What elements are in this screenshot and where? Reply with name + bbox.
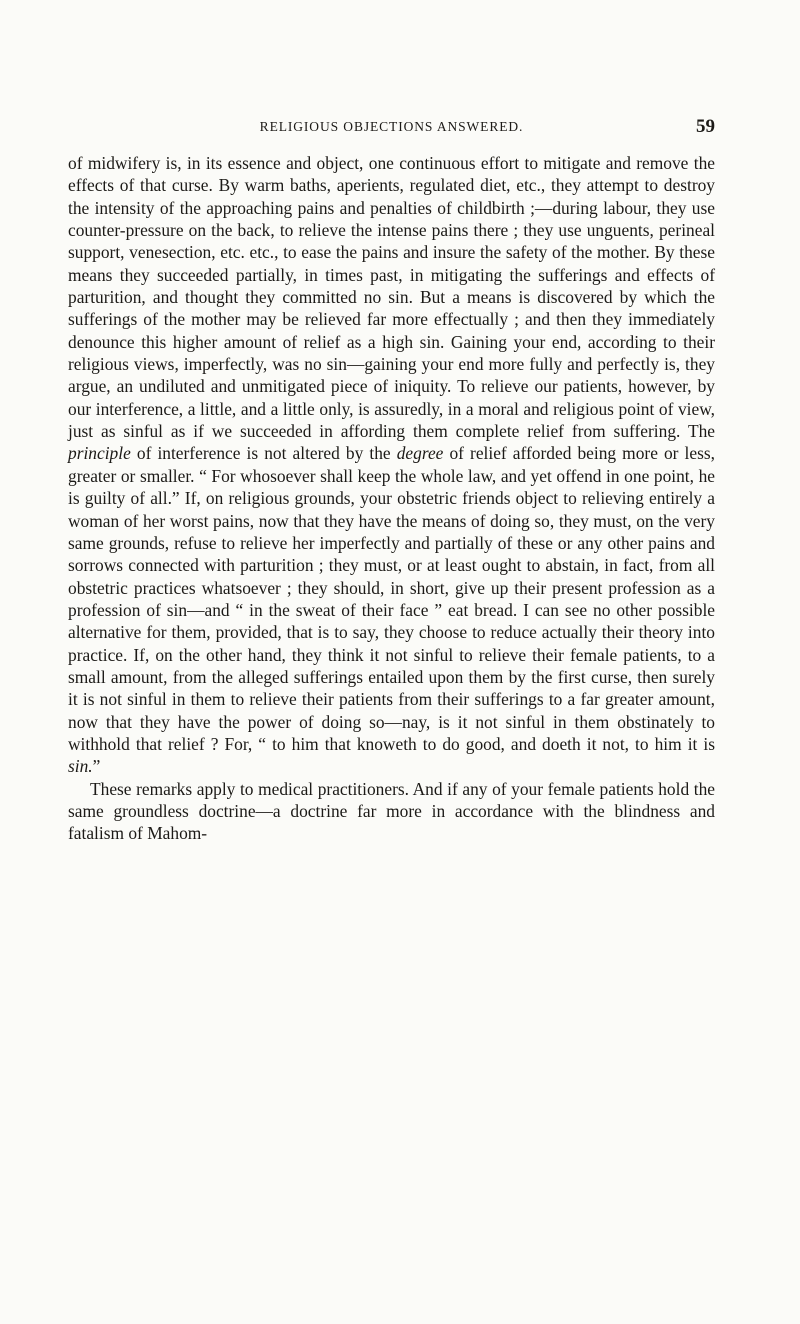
text-segment: These remarks apply to medical practitioners. And if any of your female patients hold the same groundless doctrine—a doctrine far more in accordance with the blindness and fatalism of Mahom- xyxy=(68,778,715,844)
text-segment: of interference is not altered by the xyxy=(130,443,397,464)
text-segment: of midwifery is, in its essence and object, one continuous effort to mitigate and remove the effects of that curse. By warm baths, aperients, regulated diet, etc., they attempt to destroy the intensity of the approaching pains and penalties of childbirth ;—during labour, they use counter-pressure on the back, to relieve the intense pains there ; they use unguents, perineal support, venesection, etc. etc., to ease the pains and insure the safety of the mother. By these means they succeeded partially, in times past, in mitigating the sufferings and effects of parturition, and thought they committed no sin. But a means is discovered by which the sufferings of the mother may be relieved far more effectually ; and then they immediately denounce this higher amount of relief as a high sin. Gaining your end, according to their religious views, imperfectly, was no sin—gaining your end more fully and perfectly is, they argue, an undiluted and unmitigated piece of iniquity. To relieve our patients, however, by our interference, a little, and a little only, is assuredly, in a moral and religious point of view, just as sinful as if we succeeded in affording them complete relief from suffering. The xyxy=(68,153,715,442)
paragraph xyxy=(68,778,715,845)
text-segment: of relief afforded being more or less, greater or smaller. “ For whosoever shall keep the whole law, and yet offend in one point, he is guilty of all.” If, on religious grounds, your obstetric friends object to relieving entirely a woman of her worst pains, now that they have the means of doing so, they must, on the very same grounds, refuse to relieve her imperfectly and partially of these or any other pains and sorrows connected with parturition ; they must, or at least ought to abstain, in fact, from all obstetric practices whatsoever ; they should, in short, give up their present profession as a profession of sin—and “ in the sweat of their face ” eat bread. I can see no other possible alternative for them, provided, that is to say, they choose to reduce actually their theory into practice. If, on the other hand, they think it not sinful to relieve their female patients, to a small amount, from the alleged sufferings entailed upon them by the first curse, then surely it is not sinful in them to relieve their patients from their sufferings to a far greater amount, now that they have the power of doing so—nay, is it not sinful in them obstinately to withhold that relief ? For, “ to him that knoweth to do good, and doeth it not, to him it is xyxy=(68,443,715,754)
text-segment: ” xyxy=(92,756,101,777)
italic-segment: sin. xyxy=(68,756,93,777)
page-number: 59 xyxy=(696,116,715,137)
running-title: RELIGIOUS OBJECTIONS ANSWERED. xyxy=(259,119,524,134)
paragraph xyxy=(68,152,715,778)
running-head xyxy=(68,116,715,138)
italic-segment: principle xyxy=(68,443,131,464)
body-text xyxy=(68,152,715,845)
italic-segment: degree xyxy=(396,443,444,464)
